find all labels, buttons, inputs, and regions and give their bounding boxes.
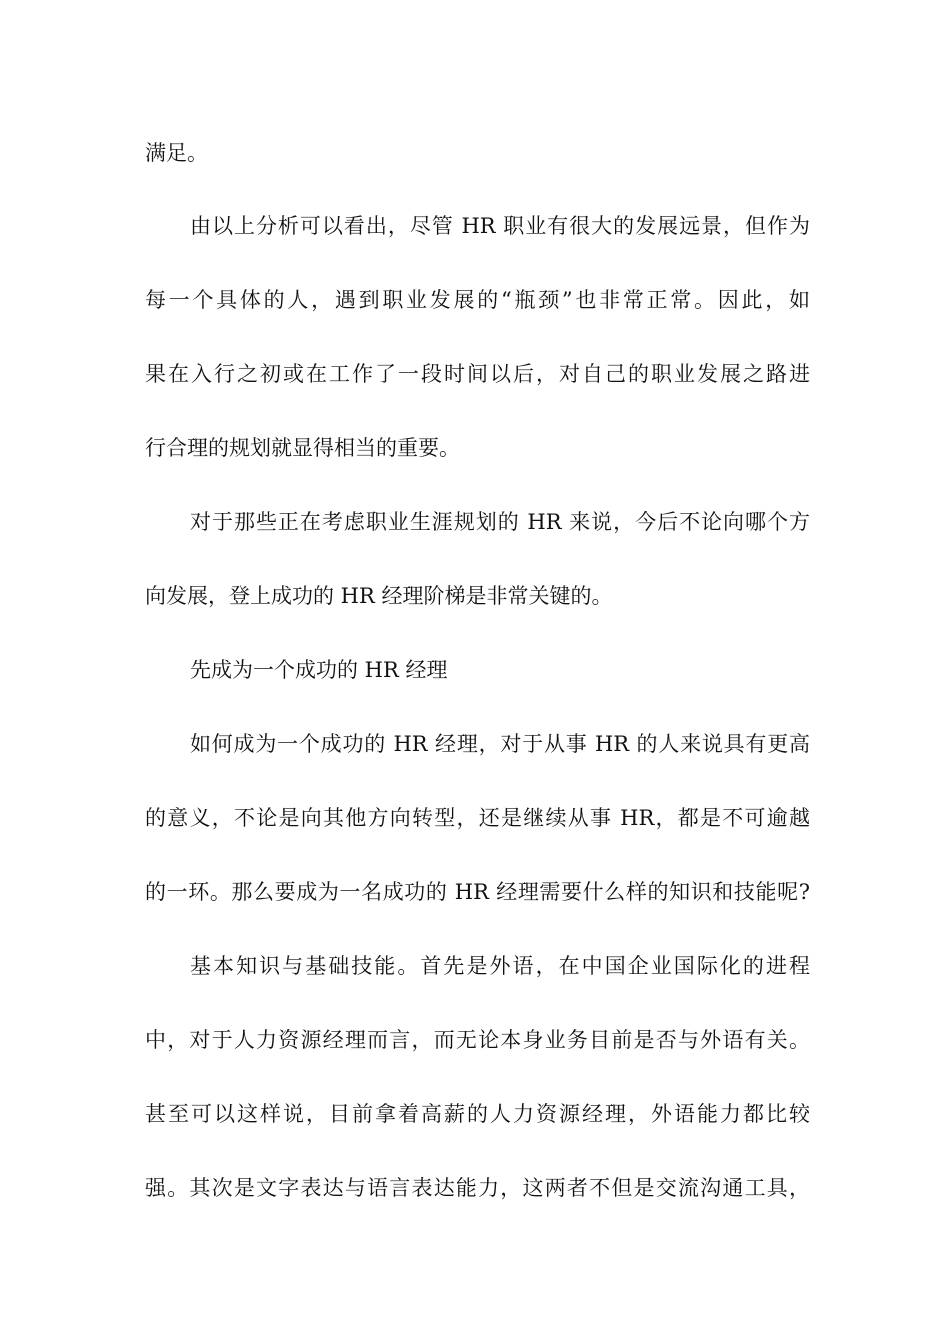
text-line: 满足。 xyxy=(145,141,208,165)
text-line: 向发展，登上成功的 HR 经理阶梯是非常关键的。 xyxy=(145,584,613,608)
text-line: 果在入行之初或在工作了一段时间以后，对自己的职业发展之路进 xyxy=(145,362,810,386)
text-line: 的意义，不论是向其他方向转型，还是继续从事 HR，都是不可逾越 xyxy=(145,806,810,830)
paragraph-first-line: 基本知识与基础技能。首先是外语，在中国企业国际化的进程 xyxy=(190,954,810,978)
paragraph-first-line: 如何成为一个成功的 HR 经理，对于从事 HR 的人来说具有更高 xyxy=(190,732,810,756)
text-line: 的一环。那么要成为一名成功的 HR 经理需要什么样的知识和技能呢? xyxy=(145,880,810,904)
paragraph-first-line: 对于那些正在考虑职业生涯规划的 HR 来说，今后不论向哪个方 xyxy=(190,510,810,534)
text-line: 每一个具体的人，遇到职业发展的“瓶颈”也非常正常。因此，如 xyxy=(145,288,810,312)
paragraph-first-line: 由以上分析可以看出，尽管 HR 职业有很大的发展远景，但作为 xyxy=(190,214,810,238)
text-line: 强。其次是文字表达与语言表达能力，这两者不但是交流沟通工具， xyxy=(145,1176,810,1200)
section-heading: 先成为一个成功的 HR 经理 xyxy=(190,658,448,682)
text-line: 中，对于人力资源经理而言，而无论本身业务目前是否与外语有关。 xyxy=(145,1028,810,1052)
text-line: 甚至可以这样说，目前拿着高薪的人力资源经理，外语能力都比较 xyxy=(145,1102,810,1126)
text-line: 行合理的规划就显得相当的重要。 xyxy=(145,436,460,460)
